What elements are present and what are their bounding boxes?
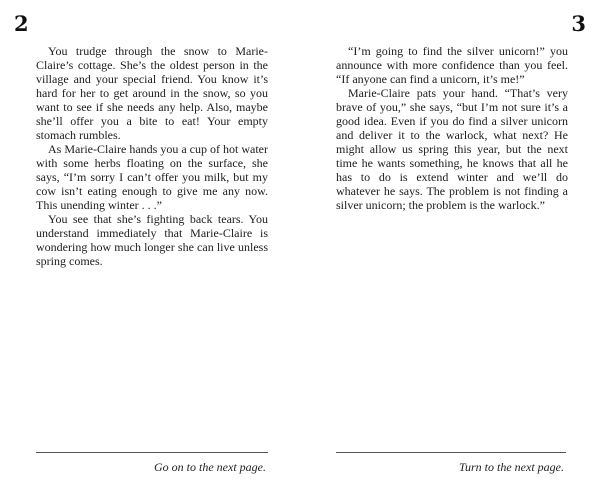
paragraph: Marie-Claire pats your hand. “That’s very brave of you,” she says, “but I’m not sure it’s a good idea. Even if you do find a silver unicorn and deliver it to the warlock, what next? He might allow us spring this year, but the next time he wants something, he knows that all he has to do is extend winter and we’ll do whatever he says. The problem is not finding a silver unicorn; the problem is the warlock.”	[336, 86, 568, 212]
left-page-body	[36, 44, 268, 268]
footer-instruction-right: Turn to the next page.	[459, 460, 564, 474]
paragraph: You see that she’s fighting back tears. You understand immediately that Marie-Claire is wondering how much longer she can live unless spring comes.	[36, 212, 268, 268]
right-page	[300, 0, 600, 492]
paragraph: You trudge through the snow to Marie-Claire’s cottage. She’s the oldest person in the village and your special friend. You know it’s hard for her to get around in the snow, so you want to see if she needs any help. Also, maybe she’ll offer you a bite to eat! Your empty stomach rumbles.	[36, 44, 268, 142]
footer-instruction-left: Go on to the next page.	[154, 460, 266, 474]
right-page-body	[336, 44, 568, 212]
page-number-left: 2	[14, 11, 29, 36]
footer-rule-left	[36, 452, 268, 453]
paragraph: “I’m going to find the silver unicorn!” you announce with more confidence than you feel. “If anyone can find a unicorn, it’s me!”	[336, 44, 568, 86]
footer-rule-right	[336, 452, 566, 453]
page-number-right: 3	[571, 11, 586, 36]
paragraph: As Marie-Claire hands you a cup of hot water with some herbs floating on the surface, she says, “I’m sorry I can’t offer you milk, but my cow isn’t eating enough to give me any now. This unending winter . . .”	[36, 142, 268, 212]
